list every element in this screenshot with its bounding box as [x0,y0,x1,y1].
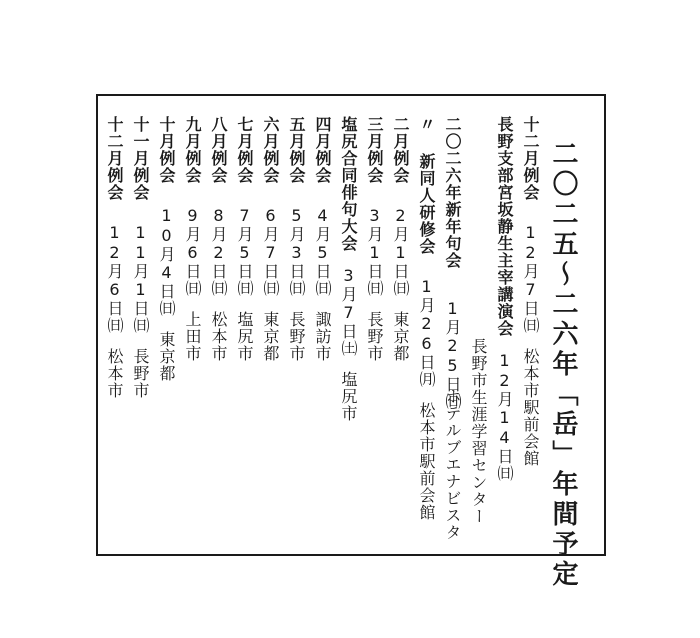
event-row [158,116,174,382]
event-place: 松本市 [209,311,228,362]
event-row [210,116,226,362]
event-date: 3月7日㈯ [339,266,358,357]
event-place: 松本市駅前会館 [521,348,540,467]
event-name: 十一月例会 [131,116,150,201]
event-row [496,116,512,482]
event-date: 5月3日㈰ [287,206,306,297]
event-row [522,116,538,467]
event-date: 12月6日㈰ [105,223,124,334]
event-date: 3月1日㈰ [365,206,384,297]
event-date: 1月25日㈰ [443,299,462,410]
event-name: 十月例会 [157,116,176,184]
event-name: 八月例会 [209,116,228,184]
event-row [366,116,382,362]
event-place: 松本市駅前会館 [417,402,436,521]
event-row [184,116,200,362]
event-date: 2月1日㈰ [391,206,410,297]
event-place: 塩尻市 [339,371,358,422]
event-place: 塩尻市 [235,311,254,362]
event-date: 12月7日㈰ [521,223,540,334]
event-date: 1月26日㈪ [417,277,436,388]
event-place: 長野市 [365,311,384,362]
event-place: 東京都 [391,311,410,362]
event-name: 〃 新同人研修会 [417,116,436,255]
event-date: 12月14日㈰ [495,351,514,482]
event-name: 九月例会 [183,116,202,184]
event-name: 十二月例会 [105,116,124,201]
event-date: 6月7日㈰ [261,206,280,297]
event-place: 上田市 [183,311,202,362]
event-name: 塩尻合同俳句大会 [339,116,358,252]
event-name: 三月例会 [365,116,384,184]
event-row [106,116,122,399]
event-row [314,116,330,362]
event-date: 11月1日㈰ [131,223,150,334]
event-name: 四月例会 [313,116,332,184]
event-date: 4月5日㈰ [313,206,332,297]
schedule-title: 二〇二五〜二六年「岳」年間予定 [548,140,578,590]
event-name: 二月例会 [391,116,410,184]
schedule-frame [96,94,606,590]
event-row [444,116,460,410]
event-name: 十二月例会 [521,116,540,201]
event-name: 二〇二六年新年句会 [443,116,462,269]
event-place: 東京都 [157,331,176,382]
event-name: 六月例会 [261,116,280,184]
event-row [418,116,434,521]
event-row [340,116,356,422]
event-row [288,116,304,362]
event-place-continued: ホテルブエナビスタ [443,388,462,541]
event-row [262,116,278,362]
event-date: 10月4日㈰ [157,206,176,317]
event-date: 7月5日㈰ [235,206,254,297]
event-place: 松本市 [105,348,124,399]
event-row [392,116,408,362]
event-place: 長野市 [131,348,150,399]
event-name: 七月例会 [235,116,254,184]
event-row [132,116,148,399]
event-date: 9月6日㈰ [183,206,202,297]
event-place: 長野市 [287,311,306,362]
event-date: 8月2日㈰ [209,206,228,297]
event-name: 五月例会 [287,116,306,184]
event-place: 諏訪市 [313,311,332,362]
event-place: 東京都 [261,311,280,362]
event-place-continued: 長野市生涯学習センター [469,338,488,525]
event-name: 長野支部宮坂静生主宰講演会 [495,116,514,337]
event-row [236,116,252,362]
